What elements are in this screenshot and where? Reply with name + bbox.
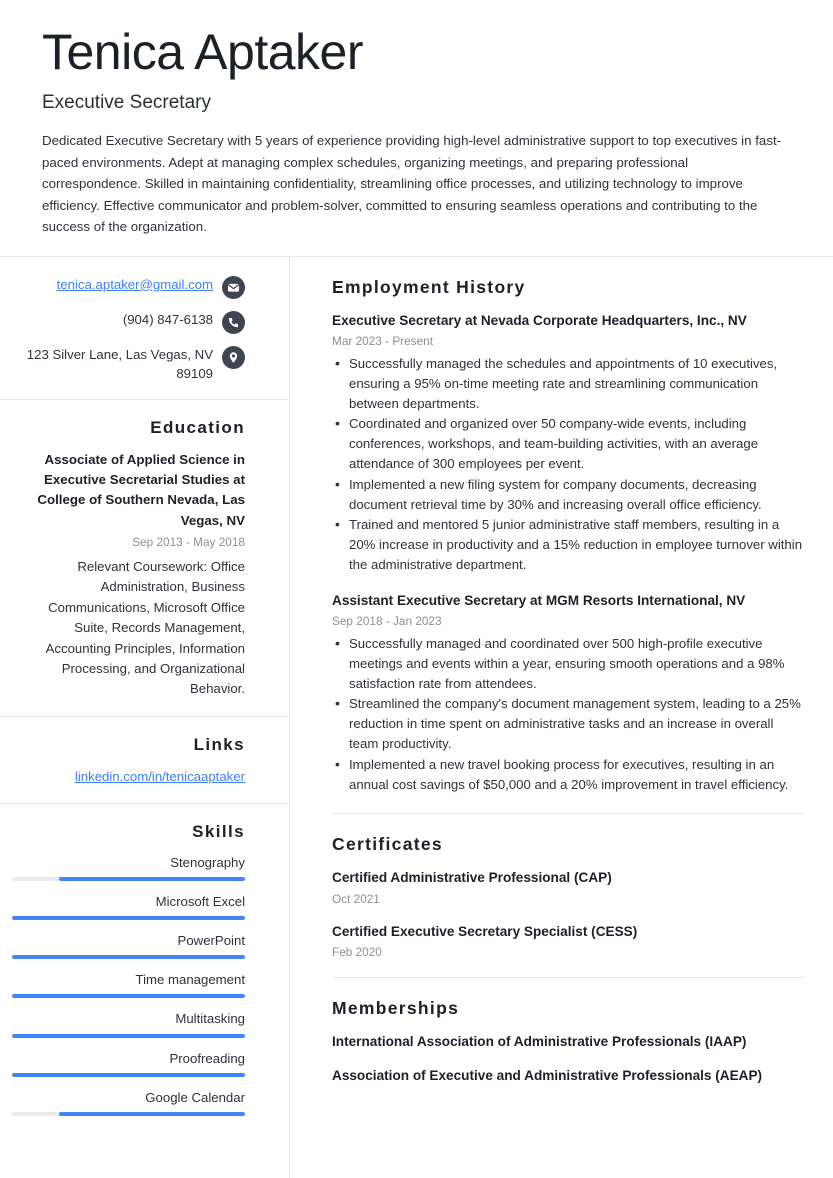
bullet-item: • Implemented a new filing system for company documents, decreasing document retrieval time by 30% and increasing overall office efficiency. [332,475,805,515]
envelope-icon [222,276,245,299]
job-title: Executive Secretary [42,92,211,113]
skill-level-fill [59,877,245,881]
certificate-entry [332,922,805,959]
employment-section [332,257,805,815]
employment-bullets [332,634,805,794]
skill-item [12,971,245,998]
contact-phone-row[interactable] [12,310,245,334]
skill-item [12,932,245,959]
skills-section [0,804,289,1132]
skill-item [12,1010,245,1037]
skill-level-bar [12,877,245,881]
employment-title: Executive Secretary at Nevada Corporate Headquarters, Inc., NV [332,312,747,328]
sidebar [0,257,290,1178]
skill-name: Proofreading [169,1050,245,1066]
skill-item [12,854,245,881]
employment-bullets [332,354,805,575]
certificate-entry [332,868,805,905]
skill-level-fill [12,1073,245,1077]
skill-item [12,1089,245,1116]
professional-summary: Dedicated Executive Secretary with 5 years of experience providing high-level administrative support to top executives in fast-paced environments. Adept at managing complex schedules, organizing meetings, and preparing professional correspondence. Skilled in maintaining confidentiality, streamlining office processes, and utilizing technology to improve efficiency. Effective communicator and problem-solver, committed to ensuring seamless operations and contributing to the success of the organization. [42,133,782,235]
bullet-item: • Successfully managed and coordinated over 500 high-profile executive meetings and events within a year, ensuring smooth operations and a 98% satisfaction rate from attendees. [332,634,805,693]
skill-name: Stenography [170,854,245,870]
resume-body [0,257,833,1178]
skill-name: Google Calendar [145,1089,245,1105]
certificate-date: Oct 2021 [332,891,380,906]
bullet-item: • Successfully managed the schedules and appointments of 10 executives, ensuring a 95% on-time meeting rate and streamlining communication between departments. [332,354,805,413]
email-link[interactable]: tenica.aptaker@gmail.com [56,276,213,292]
certificate-date: Feb 2020 [332,944,382,959]
resume-header [0,0,833,257]
skill-level-fill [12,955,245,959]
skills-list [12,854,245,1116]
links-heading: Links [193,734,245,754]
skill-level-bar [12,916,245,920]
location-pin-icon [222,346,245,369]
certificates-list [332,868,805,959]
skill-level-bar [12,1034,245,1038]
skill-level-fill [12,916,245,920]
bullet-item: • Streamlined the company's document management system, leading to a 25% reduction in time spent on administrative tasks and an increase in overall team productivity. [332,694,805,753]
education-heading: Education [150,417,245,437]
employment-list [332,311,805,795]
bullet-item: • Coordinated and organized over 50 company-wide events, including conferences, workshops, and team-building activities, with an average attendance of 300 employees per event. [332,414,805,473]
skill-level-fill [12,994,245,998]
main-column [290,257,833,1178]
contact-section [0,257,289,400]
education-date: Sep 2013 - May 2018 [132,534,245,549]
address-text: 123 Silver Lane, Las Vegas, NV 89109 [26,346,213,381]
memberships-list [332,1032,805,1085]
employment-entry [332,591,805,795]
skill-name: Microsoft Excel [155,893,245,909]
education-section [0,400,289,717]
skill-name: PowerPoint [177,933,245,949]
education-degree: Associate of Applied Science in Executive Secretarial Studies at College of Southern Nevada, Las Vegas, NV [37,451,245,528]
skill-level-fill [12,1034,245,1038]
education-description: Relevant Coursework: Office Administration, Business Communications, Microsoft Office Suite, Records Management, Accounting Principles, Information Processing, and Organizational Behavior. [45,558,245,697]
membership-item: Association of Executive and Administrative Professionals (AEAP) [332,1067,763,1083]
skill-level-fill [59,1112,245,1116]
certificate-title: Certified Administrative Professional (CAP) [332,870,612,886]
skill-name: Time management [135,972,245,988]
skill-level-bar [12,994,245,998]
link-item-linkedin[interactable]: linkedin.com/in/tenicaaptaker [74,768,245,784]
phone-number: (904) 847-6138 [122,311,213,327]
certificates-heading: Certificates [332,834,443,855]
employment-date: Sep 2018 - Jan 2023 [332,614,442,629]
employment-title: Assistant Executive Secretary at MGM Resorts International, NV [332,592,746,608]
employment-entry [332,311,805,575]
employment-heading: Employment History [332,276,526,297]
employment-date: Mar 2023 - Present [332,333,433,348]
skill-item [12,893,245,920]
bullet-item: • Implemented a new travel booking process for executives, resulting in an annual cost savings of $50,000 and a 20% improvement in travel efficiency. [332,755,805,795]
contact-email-row[interactable] [12,275,245,299]
certificates-section [332,814,805,978]
skill-name: Multitasking [175,1011,245,1027]
skill-level-bar [12,1112,245,1116]
memberships-section [332,978,805,1103]
phone-icon [222,311,245,334]
membership-item: International Association of Administrative Professionals (IAAP) [332,1033,747,1049]
certificate-title: Certified Executive Secretary Specialist (CESS) [332,923,638,939]
skill-item [12,1050,245,1077]
skill-level-bar [12,955,245,959]
memberships-heading: Memberships [332,997,460,1018]
contact-address-row[interactable] [12,345,245,383]
skills-heading: Skills [192,821,245,841]
page-title: Tenica Aptaker [42,24,363,80]
bullet-item: • Trained and mentored 5 junior administrative staff members, resulting in a 20% increase in productivity and a 15% reduction in employee turnover within the administrative department. [332,515,805,574]
links-section [0,717,289,804]
skill-level-bar [12,1073,245,1077]
